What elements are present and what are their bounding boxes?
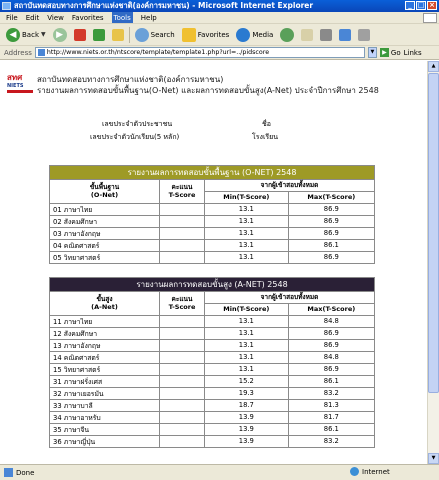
page-icon — [38, 49, 45, 56]
table-row — [50, 327, 375, 339]
subject-cell: 02 สังคมศึกษา — [50, 215, 160, 227]
print-icon — [320, 29, 332, 41]
table-row — [50, 203, 375, 215]
edit-icon — [339, 29, 351, 41]
min-cell: 13.1 — [205, 315, 289, 327]
history-button[interactable] — [278, 26, 296, 44]
star-icon — [182, 28, 196, 42]
school-label: โรงเรียน — [252, 133, 278, 141]
mail-icon — [301, 29, 313, 41]
table-row — [50, 387, 375, 399]
onet-caption: รายงานผลการทดสอบขั้นพื้นฐาน (O-NET) 2548 — [50, 166, 375, 180]
score-cell — [160, 387, 205, 399]
score-cell — [160, 327, 205, 339]
max-cell: 86.1 — [288, 375, 374, 387]
table-row — [50, 315, 375, 327]
home-button[interactable] — [110, 26, 126, 44]
refresh-icon — [93, 29, 105, 41]
score-cell — [160, 339, 205, 351]
min-cell: 13.1 — [205, 215, 289, 227]
onet-score-header: คะแนน T-Score — [160, 180, 205, 204]
subject-cell: 03 ภาษาอังกฤษ — [50, 227, 160, 239]
max-cell: 86.9 — [288, 327, 374, 339]
subject-cell: 33 ภาษาบาลี — [50, 399, 160, 411]
table-row — [50, 423, 375, 435]
max-cell: 86.9 — [288, 203, 374, 215]
address-dropdown-icon[interactable]: ▼ — [368, 47, 377, 58]
subject-cell: 05 วิทยาศาสตร์ — [50, 251, 160, 263]
close-button[interactable]: × — [427, 1, 437, 10]
mail-button[interactable] — [299, 26, 315, 44]
scroll-down-icon[interactable]: ▼ — [428, 453, 439, 464]
menu-edit[interactable]: Edit — [25, 14, 40, 22]
min-cell: 13.9 — [205, 411, 289, 423]
home-icon — [112, 29, 124, 41]
status-text: Done — [16, 468, 35, 477]
messenger-button[interactable] — [356, 26, 372, 44]
back-label: Back — [22, 30, 39, 39]
window-titlebar[interactable] — [0, 0, 439, 12]
min-cell: 13.9 — [205, 423, 289, 435]
window-controls — [405, 1, 437, 10]
maximize-button[interactable]: □ — [417, 1, 425, 9]
print-button[interactable] — [318, 26, 334, 44]
max-cell: 83.2 — [288, 435, 374, 447]
max-cell: 84.8 — [288, 315, 374, 327]
score-cell — [160, 351, 205, 363]
menu-view[interactable]: View — [47, 14, 64, 22]
max-cell: 83.2 — [288, 387, 374, 399]
min-cell: 19.3 — [205, 387, 289, 399]
student-id-label: เลขประจำตัวนักเรียน(5 หลัก) — [90, 133, 180, 141]
search-label: Search — [150, 30, 175, 39]
table-row — [50, 339, 375, 351]
scroll-up-icon[interactable]: ▲ — [428, 61, 439, 72]
subject-cell: 32 ภาษาเยอรมัน — [50, 387, 160, 399]
minimize-button[interactable]: _ — [405, 1, 415, 10]
logo-subtext: NIETS — [7, 83, 24, 89]
anet-max-header: Max(T-Score) — [288, 303, 374, 315]
back-button[interactable] — [4, 26, 48, 44]
max-cell: 86.1 — [288, 239, 374, 251]
min-cell: 13.1 — [205, 327, 289, 339]
go-arrow-icon: ▶ — [380, 48, 389, 57]
security-zone — [350, 467, 390, 476]
table-row — [50, 363, 375, 375]
status-bar — [0, 464, 439, 480]
score-cell — [160, 423, 205, 435]
subject-cell: 35 ภาษาจีน — [50, 423, 160, 435]
subject-cell: 36 ภาษาญี่ปุ่น — [50, 435, 160, 447]
max-cell: 81.3 — [288, 399, 374, 411]
onet-group-header: จากผู้เข้าสอบทั้งหมด — [205, 180, 375, 192]
address-bar — [0, 46, 439, 60]
anet-score-header: คะแนน T-Score — [160, 292, 205, 316]
score-cell — [160, 215, 205, 227]
org-name: สถาบันทดสอบทางการศึกษาแห่งชาติ(องค์การมหาชน) — [37, 75, 224, 84]
min-cell: 13.1 — [205, 251, 289, 263]
subject-cell: 11 ภาษาไทย — [50, 315, 160, 327]
windows-logo-icon — [423, 13, 437, 23]
min-cell: 13.1 — [205, 363, 289, 375]
table-row — [50, 215, 375, 227]
max-cell: 86.9 — [288, 227, 374, 239]
media-icon — [236, 28, 250, 42]
page-viewport — [0, 61, 427, 464]
anet-subject-header: ขั้นสูง (A-Net) — [50, 292, 160, 316]
menu-favorites[interactable]: Favorites — [71, 14, 104, 22]
go-label: Go — [390, 48, 401, 57]
favorites-label: Favorites — [197, 30, 230, 39]
min-cell: 13.1 — [205, 239, 289, 251]
niets-logo — [7, 73, 35, 99]
onet-table — [49, 165, 375, 264]
anet-rows — [50, 315, 375, 447]
subject-cell: 04 คณิตศาสตร์ — [50, 239, 160, 251]
table-row — [50, 375, 375, 387]
subject-cell: 34 ภาษาอาหรับ — [50, 411, 160, 423]
address-url: http://www.niets.or.th/ntscore/template/template1.php?url=../pidscore — [46, 49, 270, 56]
subject-cell: 01 ภาษาไทย — [50, 203, 160, 215]
search-icon — [135, 28, 149, 42]
score-cell — [160, 399, 205, 411]
table-row — [50, 251, 375, 263]
max-cell: 86.9 — [288, 339, 374, 351]
history-icon — [280, 28, 294, 42]
forward-arrow-icon: ▶ — [53, 28, 67, 42]
address-label: Address — [4, 48, 32, 57]
min-cell: 13.1 — [205, 351, 289, 363]
links-label[interactable]: Links — [403, 48, 422, 57]
score-cell — [160, 315, 205, 327]
refresh-button[interactable] — [91, 26, 107, 44]
messenger-icon — [358, 29, 370, 41]
table-row — [50, 399, 375, 411]
max-cell: 86.9 — [288, 251, 374, 263]
score-cell — [160, 363, 205, 375]
subject-cell: 12 สังคมศึกษา — [50, 327, 160, 339]
score-cell — [160, 435, 205, 447]
report-title: รายงานผลการทดสอบขั้นพื้นฐาน(O-Net) และผลการทดสอบขั้นสูง(A-Net) ประจำปีการศึกษา 2548 — [37, 86, 379, 95]
anet-caption: รายงานผลการทดสอบขั้นสูง (A-NET) 2548 — [50, 278, 375, 292]
page-done-icon — [4, 468, 13, 477]
stop-icon — [74, 29, 86, 41]
subject-cell: 14 คณิตศาสตร์ — [50, 351, 160, 363]
media-label: Media — [252, 30, 274, 39]
max-cell: 84.8 — [288, 351, 374, 363]
logo-bar — [7, 90, 33, 93]
subject-cell: 15 วิทยาศาสตร์ — [50, 363, 160, 375]
score-cell — [160, 375, 205, 387]
stop-button[interactable] — [72, 26, 88, 44]
max-cell: 86.9 — [288, 215, 374, 227]
table-row — [50, 411, 375, 423]
score-cell — [160, 203, 205, 215]
table-row — [50, 227, 375, 239]
name-label: ชื่อ — [262, 120, 271, 128]
max-cell: 81.7 — [288, 411, 374, 423]
max-cell: 86.1 — [288, 423, 374, 435]
table-row — [50, 351, 375, 363]
scroll-thumb[interactable] — [428, 73, 439, 393]
min-cell: 13.1 — [205, 203, 289, 215]
logo-text: สทศ — [7, 73, 23, 82]
menu-file[interactable]: File — [6, 14, 18, 22]
score-cell — [160, 411, 205, 423]
citizen-id-label: เลขประจำตัวประชาชน — [102, 120, 173, 128]
dropdown-arrow-icon: ▼ — [41, 31, 46, 38]
anet-min-header: Min(T-Score) — [205, 303, 289, 315]
back-arrow-icon: ◀ — [6, 28, 20, 42]
edit-button[interactable] — [337, 26, 353, 44]
min-cell: 13.9 — [205, 435, 289, 447]
onet-rows — [50, 203, 375, 263]
anet-table — [49, 277, 375, 448]
globe-icon — [350, 467, 359, 476]
vertical-scrollbar[interactable] — [427, 61, 439, 464]
onet-max-header: Max(T-Score) — [288, 191, 374, 203]
toolbar-separator — [129, 27, 130, 43]
search-button[interactable] — [133, 26, 177, 44]
menu-help[interactable]: Help — [140, 14, 157, 22]
score-cell — [160, 251, 205, 263]
zone-label: Internet — [362, 467, 390, 476]
ie-icon — [2, 2, 11, 10]
address-input[interactable] — [35, 47, 365, 58]
min-cell: 13.1 — [205, 339, 289, 351]
anet-group-header: จากผู้เข้าสอบทั้งหมด — [205, 292, 375, 304]
subject-cell: 31 ภาษาฝรั่งเศส — [50, 375, 160, 387]
standard-toolbar — [0, 24, 439, 46]
menu-tools[interactable]: Tools — [113, 14, 131, 22]
go-button[interactable] — [380, 48, 401, 57]
subject-cell: 13 ภาษาอังกฤษ — [50, 339, 160, 351]
forward-button[interactable] — [51, 26, 69, 44]
min-cell: 15.2 — [205, 375, 289, 387]
menu-bar — [0, 12, 439, 24]
window-title: สถาบันทดสอบทางการศึกษาแห่งชาติ(องค์การมหาชน) - Microsoft Internet Explorer — [14, 1, 314, 10]
onet-min-header: Min(T-Score) — [205, 191, 289, 203]
min-cell: 13.1 — [205, 227, 289, 239]
onet-subject-header: ขั้นพื้นฐาน (O-Net) — [50, 180, 160, 204]
score-cell — [160, 239, 205, 251]
media-button[interactable] — [234, 26, 275, 44]
score-cell — [160, 227, 205, 239]
table-row — [50, 435, 375, 447]
table-row — [50, 239, 375, 251]
max-cell: 86.9 — [288, 363, 374, 375]
min-cell: 18.7 — [205, 399, 289, 411]
favorites-button[interactable] — [180, 26, 232, 44]
